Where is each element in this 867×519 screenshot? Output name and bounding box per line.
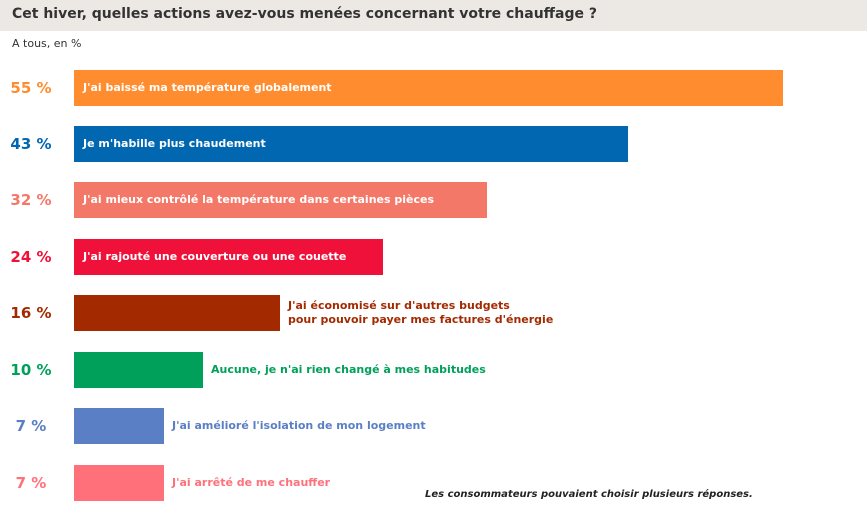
bar — [74, 352, 203, 388]
bar-category-label: J'ai économisé sur d'autres budgets pour pouvoir payer mes factures d'énergie — [288, 299, 554, 326]
bar-value-label: 7 % — [15, 417, 47, 435]
bar-row — [0, 239, 867, 275]
bar-category-label: J'ai baissé ma température globalement — [83, 81, 332, 94]
bar-value-label: 55 % — [10, 79, 52, 97]
bar-value-label: 24 % — [10, 248, 52, 266]
bar-value-label: 10 % — [10, 361, 52, 379]
bar-value-label: 16 % — [10, 304, 52, 322]
bar-category-label: J'ai amélioré l'isolation de mon logement — [172, 419, 426, 432]
bar-category-label: J'ai mieux contrôlé la température dans certaines pièces — [83, 193, 434, 206]
bar-category-label: J'ai rajouté une couverture ou une couette — [83, 250, 347, 263]
bar-value-label: 43 % — [10, 135, 52, 153]
bar-row — [0, 295, 867, 331]
bar-row — [0, 352, 867, 388]
chart-subtitle: A tous, en % — [12, 37, 82, 50]
chart-note: Les consommateurs pouvaient choisir plusieurs réponses. — [425, 489, 753, 500]
chart-title: Cet hiver, quelles actions avez-vous menées concernant votre chauffage ? — [12, 6, 597, 22]
bar-row — [0, 182, 867, 218]
bar-category-label: Aucune, je n'ai rien changé à mes habitudes — [211, 363, 486, 376]
bar — [74, 465, 164, 501]
bar-category-label: J'ai arrêté de me chauffer — [172, 476, 331, 489]
bar-row — [0, 70, 867, 106]
bar-value-label: 7 % — [15, 474, 47, 492]
bar-row — [0, 126, 867, 162]
bar — [74, 295, 280, 331]
bar-category-label: Je m'habille plus chaudement — [83, 137, 266, 150]
bar — [74, 408, 164, 444]
bar-value-label: 32 % — [10, 191, 52, 209]
bar-row — [0, 408, 867, 444]
